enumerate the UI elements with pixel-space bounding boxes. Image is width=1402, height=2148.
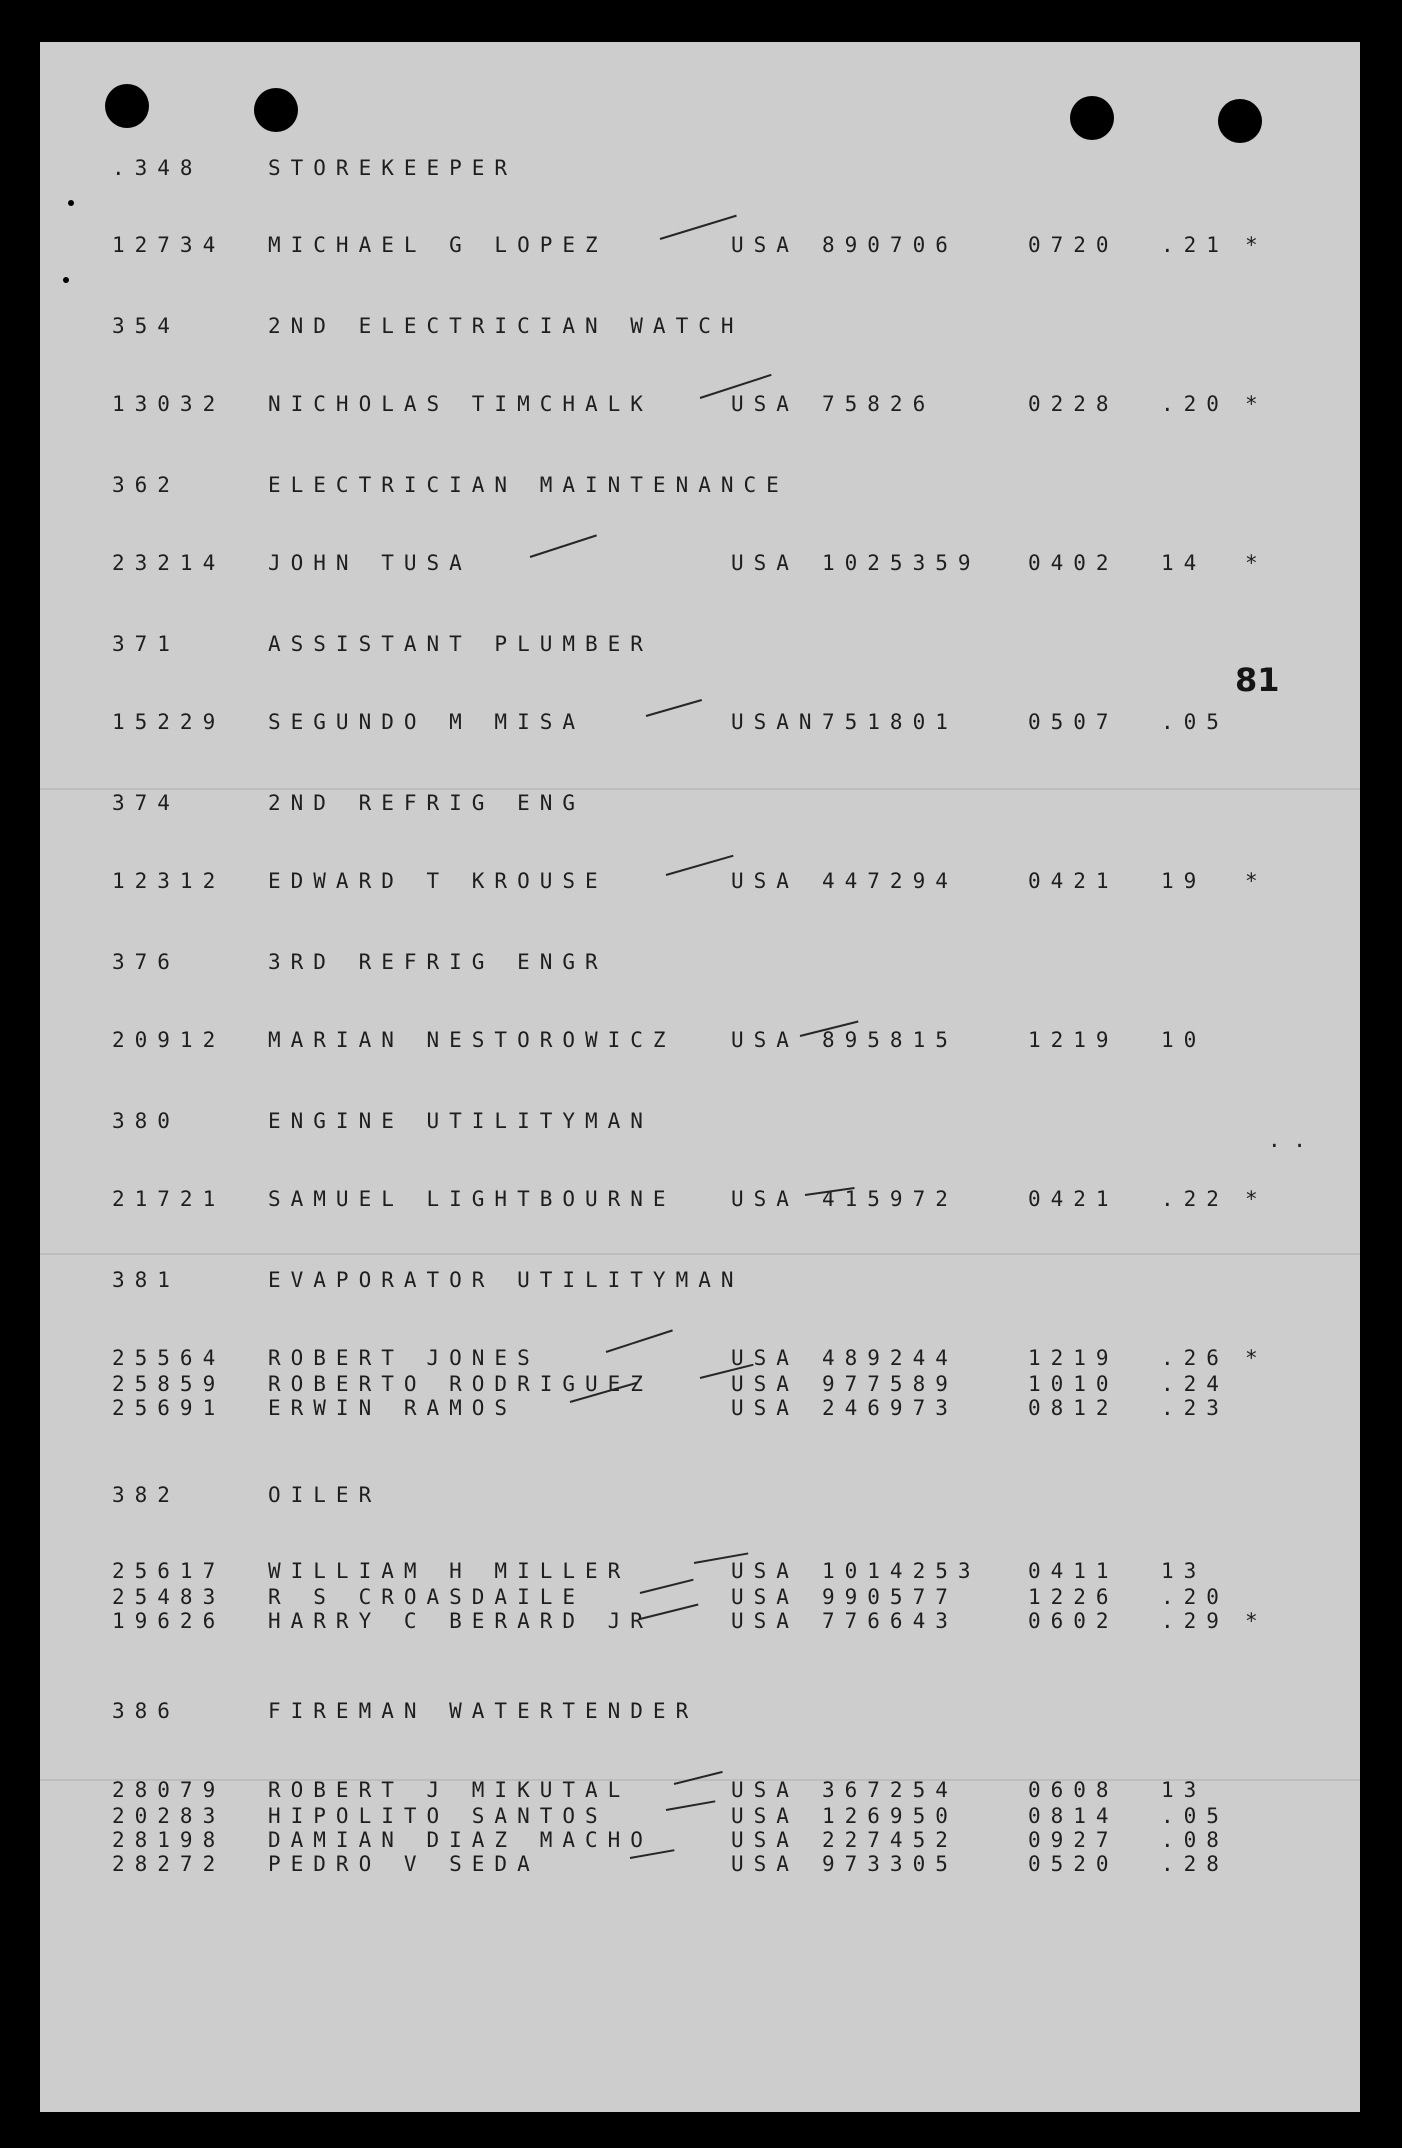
crew-flag: *	[1245, 551, 1268, 575]
crew-name: PEDRO V SEDA	[268, 1852, 540, 1876]
crew-rate: .05	[1161, 1804, 1229, 1828]
crew-row	[40, 1345, 1360, 1371]
job-header-row	[40, 472, 1360, 498]
crew-num: 751801	[822, 710, 958, 734]
crew-date: 0814	[1028, 1804, 1119, 1828]
crew-date: 0927	[1028, 1828, 1119, 1852]
crew-num: 75826	[822, 392, 936, 416]
crew-name: ROBERT J MIKUTAL	[268, 1778, 631, 1802]
crew-num: 489244	[822, 1346, 958, 1370]
crew-flag: *	[1245, 392, 1268, 416]
crew-id: 21721	[112, 1187, 226, 1211]
crew-id: 12734	[112, 233, 226, 257]
job-code: .348	[112, 156, 203, 180]
crew-id: 28272	[112, 1852, 226, 1876]
job-title: 3RD REFRIG ENGR	[268, 950, 608, 974]
crew-name: SAMUEL LIGHTBOURNE	[268, 1187, 676, 1211]
crew-date: 0507	[1028, 710, 1119, 734]
crew-cit: USA	[731, 233, 799, 257]
crew-row	[40, 1395, 1360, 1421]
job-code: 374	[112, 791, 180, 815]
crew-row	[40, 1186, 1360, 1212]
crew-name: ERWIN RAMOS	[268, 1396, 518, 1420]
crew-date: 1010	[1028, 1372, 1119, 1396]
job-header-row	[40, 1698, 1360, 1724]
crew-num: 367254	[822, 1778, 958, 1802]
crew-cit: USA	[731, 1372, 799, 1396]
crew-id: 28079	[112, 1778, 226, 1802]
job-title: 2ND REFRIG ENG	[268, 791, 586, 815]
job-title: STOREKEEPER	[268, 156, 518, 180]
crew-date: 0608	[1028, 1778, 1119, 1802]
crew-name: MARIAN NESTOROWICZ	[268, 1028, 676, 1052]
crew-id: 25691	[112, 1396, 226, 1420]
crew-cit: USA	[731, 1609, 799, 1633]
crew-name: ROBERT JONES	[268, 1346, 540, 1370]
crew-row	[40, 1777, 1360, 1803]
crew-rate: .29	[1161, 1609, 1229, 1633]
crew-cit: USA	[731, 1028, 799, 1052]
crew-cit: USA	[731, 1778, 799, 1802]
crew-row	[40, 1827, 1360, 1853]
crew-cit: USA	[731, 392, 799, 416]
job-title: ASSISTANT PLUMBER	[268, 632, 653, 656]
crew-rate: .20	[1161, 392, 1229, 416]
crew-date: 0421	[1028, 869, 1119, 893]
crew-num: 890706	[822, 233, 958, 257]
margin-dot	[63, 277, 69, 283]
crew-num: 126950	[822, 1804, 958, 1828]
crew-cit: USA	[731, 1187, 799, 1211]
job-code: 381	[112, 1268, 180, 1292]
job-code: 371	[112, 632, 180, 656]
punch-hole	[105, 84, 149, 128]
crew-name: EDWARD T KROUSE	[268, 869, 608, 893]
crew-row	[40, 1608, 1360, 1634]
job-header-row	[40, 155, 1360, 181]
job-header-row	[40, 631, 1360, 657]
crew-flag: *	[1245, 869, 1268, 893]
crew-rate: .20	[1161, 1585, 1229, 1609]
crew-num: 973305	[822, 1852, 958, 1876]
crew-rate: 13	[1161, 1559, 1207, 1583]
crew-num: 990577	[822, 1585, 958, 1609]
fold-line	[40, 1253, 1360, 1255]
page-number: 81	[1235, 661, 1280, 699]
job-header-row	[40, 949, 1360, 975]
job-code: 380	[112, 1109, 180, 1133]
crew-row	[40, 709, 1360, 735]
crew-rate: 10	[1161, 1028, 1207, 1052]
crew-id: 12312	[112, 869, 226, 893]
crew-row	[40, 1558, 1360, 1584]
job-header-row	[40, 313, 1360, 339]
crew-name: HIPOLITO SANTOS	[268, 1804, 608, 1828]
job-code: 354	[112, 314, 180, 338]
crew-date: 0520	[1028, 1852, 1119, 1876]
crew-cit: USA	[731, 1559, 799, 1583]
check-mark	[660, 215, 737, 240]
crew-num: 977589	[822, 1372, 958, 1396]
crew-row	[40, 1803, 1360, 1829]
crew-name: NICHOLAS TIMCHALK	[268, 392, 653, 416]
job-title: ENGINE UTILITYMAN	[268, 1109, 653, 1133]
job-header-row	[40, 1108, 1360, 1134]
crew-date: 0411	[1028, 1559, 1119, 1583]
crew-rate: .24	[1161, 1372, 1229, 1396]
record-sheet	[40, 42, 1360, 2112]
crew-name: MICHAEL G LOPEZ	[268, 233, 608, 257]
crew-rate: 19	[1161, 869, 1207, 893]
crew-date: 0228	[1028, 392, 1119, 416]
crew-num: 1014253	[822, 1559, 981, 1583]
crew-row	[40, 550, 1360, 576]
crew-num: 776643	[822, 1609, 958, 1633]
crew-rate: .08	[1161, 1828, 1229, 1852]
check-mark	[674, 1771, 723, 1785]
crew-num: 447294	[822, 869, 958, 893]
crew-rate: .22	[1161, 1187, 1229, 1211]
crew-cit: USA	[731, 1852, 799, 1876]
job-header-row	[40, 1267, 1360, 1293]
margin-dot	[68, 200, 74, 206]
job-code: 386	[112, 1699, 180, 1723]
check-mark	[630, 1849, 675, 1859]
crew-id: 25617	[112, 1559, 226, 1583]
crew-name: DAMIAN DIAZ MACHO	[268, 1828, 653, 1852]
job-title: FIREMAN WATERTENDER	[268, 1699, 699, 1723]
crew-name: JOHN TUSA	[268, 551, 472, 575]
crew-rate: .21	[1161, 233, 1229, 257]
crew-num: 415972	[822, 1187, 958, 1211]
crew-num: 1025359	[822, 551, 981, 575]
crew-id: 25564	[112, 1346, 226, 1370]
job-code: 382	[112, 1483, 180, 1507]
crew-id: 28198	[112, 1828, 226, 1852]
crew-cit: USA	[731, 1828, 799, 1852]
crew-id: 25483	[112, 1585, 226, 1609]
crew-id: 20283	[112, 1804, 226, 1828]
crew-rate: 13	[1161, 1778, 1207, 1802]
crew-cit: USA	[731, 869, 799, 893]
crew-cit: USA	[731, 1396, 799, 1420]
crew-id: 23214	[112, 551, 226, 575]
job-title: 2ND ELECTRICIAN WATCH	[268, 314, 744, 338]
crew-flag: *	[1245, 1346, 1268, 1370]
crew-id: 20912	[112, 1028, 226, 1052]
crew-cit: USA	[731, 1346, 799, 1370]
crew-date: 0602	[1028, 1609, 1119, 1633]
crew-row	[40, 391, 1360, 417]
crew-date: 0812	[1028, 1396, 1119, 1420]
job-title: EVAPORATOR UTILITYMAN	[268, 1268, 744, 1292]
crew-cit: USAN	[731, 710, 822, 734]
job-code: 376	[112, 950, 180, 974]
crew-id: 15229	[112, 710, 226, 734]
crew-row	[40, 1851, 1360, 1877]
crew-flag: *	[1245, 1187, 1268, 1211]
crew-name: HARRY C BERARD JR	[268, 1609, 653, 1633]
crew-name: ROBERTO RODRIGUEZ	[268, 1372, 653, 1396]
punch-hole	[254, 88, 298, 132]
job-code: 362	[112, 473, 180, 497]
crew-rate: .05	[1161, 710, 1229, 734]
crew-num: 246973	[822, 1396, 958, 1420]
punch-hole	[1070, 96, 1114, 140]
crew-cit: USA	[731, 1804, 799, 1828]
check-mark	[606, 1329, 673, 1353]
crew-date: 0421	[1028, 1187, 1119, 1211]
crew-row	[40, 868, 1360, 894]
punch-hole	[1218, 99, 1262, 143]
crew-cit: USA	[731, 551, 799, 575]
crew-id: 19626	[112, 1609, 226, 1633]
job-title: ELECTRICIAN MAINTENANCE	[268, 473, 789, 497]
crew-name: SEGUNDO M MISA	[268, 710, 586, 734]
crew-date: 0720	[1028, 233, 1119, 257]
crew-rate: .23	[1161, 1396, 1229, 1420]
crew-num: 227452	[822, 1828, 958, 1852]
job-header-row	[40, 790, 1360, 816]
crew-rate: .26	[1161, 1346, 1229, 1370]
crew-date: 0402	[1028, 551, 1119, 575]
crew-flag: *	[1245, 1609, 1268, 1633]
crew-date: 1219	[1028, 1028, 1119, 1052]
edge-mark: . .	[1268, 1128, 1306, 1152]
crew-row	[40, 232, 1360, 258]
crew-num: 895815	[822, 1028, 958, 1052]
crew-rate: 14	[1161, 551, 1207, 575]
crew-rate: .28	[1161, 1852, 1229, 1876]
crew-cit: USA	[731, 1585, 799, 1609]
crew-id: 25859	[112, 1372, 226, 1396]
check-mark	[646, 699, 702, 717]
crew-date: 1219	[1028, 1346, 1119, 1370]
job-header-row	[40, 1482, 1360, 1508]
crew-name: R S CROASDAILE	[268, 1585, 586, 1609]
crew-row	[40, 1371, 1360, 1397]
job-title: OILER	[268, 1483, 382, 1507]
crew-date: 1226	[1028, 1585, 1119, 1609]
check-mark	[530, 534, 597, 558]
crew-id: 13032	[112, 392, 226, 416]
crew-row	[40, 1584, 1360, 1610]
crew-row	[40, 1027, 1360, 1053]
check-mark	[666, 855, 734, 876]
crew-flag: *	[1245, 233, 1268, 257]
crew-name: WILLIAM H MILLER	[268, 1559, 631, 1583]
